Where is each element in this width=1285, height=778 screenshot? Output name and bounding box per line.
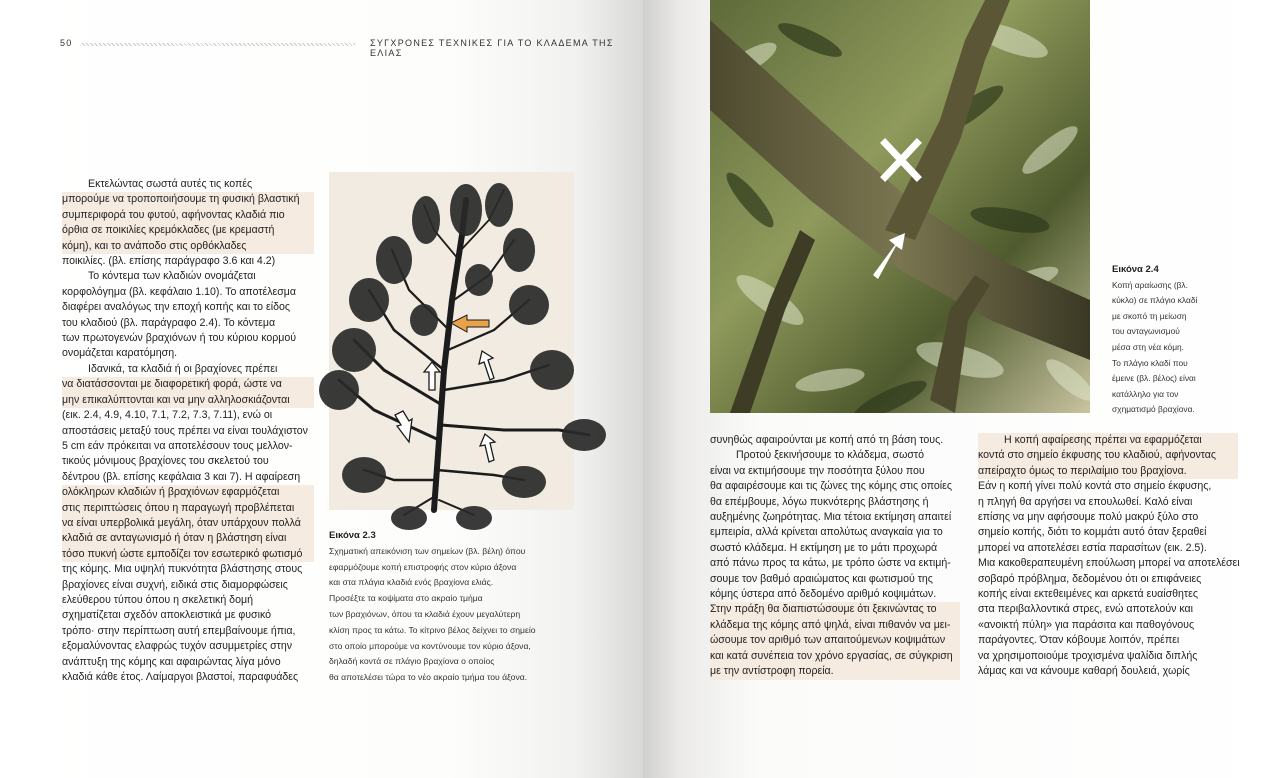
caption-line: Προσέξτε τα κοψίματα στο ακραίο τμήμα	[329, 593, 483, 604]
text-line: Στην πράξη θα διαπιστώσουμε ότι ξεκινώντας το	[710, 602, 960, 617]
text-line: να είναι υπερβολικά μεγάλη, όταν υπάρχουν πολλά	[62, 516, 314, 531]
caption-line: με σκοπό τη μείωση	[1112, 310, 1187, 321]
text-line: ελεύθερου τύπου όπου η σκελετική δομή	[62, 593, 253, 606]
caption-line: του ανταγωνισμού	[1112, 326, 1180, 337]
text-line: σχηματίζεται σχεδόν αποκλειστικά με φυσικό	[62, 609, 271, 622]
text-line: θα επέμβουμε, λόγω πυκνότερης βλάστησης ή	[710, 495, 929, 508]
figure-2-4-photo	[710, 0, 1090, 413]
text-line: ονομάζεται καρατόμηση.	[62, 347, 178, 360]
text-line: να διατάσσονται με διαφορετική φορά, ώστε να	[62, 377, 314, 392]
text-line: ώσουμε τον αριθμό των απαιτούμενων κοψιμάτων	[710, 633, 960, 648]
caption-line: δηλαδή κοντά σε πλάγιο βραχίονα ο οποίος	[329, 656, 495, 667]
text-line: από πάνω προς τα κάτω, με τρόπο ώστε να εκτιμή-	[710, 557, 951, 570]
text-line: 5 cm εάν πρόκειται να αποτελέσουν τους μελλον-	[62, 439, 293, 452]
text-line: Το κόντεμα των κλαδιών ονομάζεται	[88, 270, 256, 283]
text-line: συνηθώς αφαιρούνται με κοπή από τη βάση τους.	[710, 434, 944, 446]
caption-line: μέσα στη νέα κόμη.	[1112, 341, 1185, 352]
page-number: 50	[60, 38, 73, 48]
text-line: εμπειρία, αλλά κρίνεται απολύτως αναγκαία για το	[710, 526, 943, 539]
caption-line: Το πλάγιο κλαδί που	[1112, 357, 1188, 368]
text-line: κλάδεμα της κόμης από ψηλά, είναι πιθανόν να μει-	[710, 618, 960, 633]
text-line: των πρωτογενών βραχιόνων ή του κύριου κορμού	[62, 332, 297, 345]
orange-arrow-icon	[451, 315, 489, 332]
text-line: ποικιλίες. (βλ. επίσης παράγραφο 3.6 και 4.2)	[62, 255, 276, 268]
text-line: δέντρου (βλ. επίσης κεφάλαια 3 και 7). Η αφαίρεση	[62, 470, 301, 483]
header-rule	[80, 43, 355, 46]
left-text-column	[62, 177, 314, 685]
caption-line: θα αποτελέσει τώρα το νέο ακραίο τμήμα του άξονα.	[329, 672, 528, 683]
text-line: η πληγή θα αργήσει να επουλωθεί. Καλό είναι	[978, 495, 1193, 508]
text-line: σοβαρό πρόβλημα, δεδομένου ότι οι επιφάνειες	[978, 572, 1202, 585]
text-line: στα περιβαλλοντικά στρες, ενώ αποτελούν και	[978, 603, 1194, 616]
text-line: κόμη), και το ανάποδο στις ορθόκλαδες	[62, 239, 314, 254]
text-line: μπορούμε να τροποποιήσουμε τη φυσική βλαστική	[62, 192, 314, 207]
figure-2-3-caption	[329, 528, 589, 686]
text-line: μην επικαλύπτονται και να μην αλληλοσκιάζονται	[62, 393, 314, 408]
text-line: συμπεριφορά του φυτού, αφήνοντας κλαδιά πιο	[62, 208, 314, 223]
text-line: κοπής είναι εκτεθειμένες και αρκετά ευαίσθητες	[978, 588, 1198, 601]
running-title: ΣΥΓΧΡΟΝΕΣ ΤΕΧΝΙΚΕΣ ΓΙΑ ΤΟ ΚΛΑΔΕΜΑ ΤΗΣ ΕΛΙΑΣ	[370, 38, 614, 58]
olive-branch-photo	[710, 0, 1090, 413]
text-line: Ιδανικά, τα κλαδιά ή οι βραχίονες πρέπει	[88, 362, 278, 375]
text-line: αυξημένης ζωηρότητας. Μια τέτοια εκτίμηση απαιτεί	[710, 511, 952, 524]
figure-2-4-title: Εικόνα 2.4	[1112, 264, 1159, 275]
text-line: Προτού ξεκινήσουμε το κλάδεμα, σωστό	[736, 449, 924, 462]
caption-line: σχηματισμό βραχίονα.	[1112, 404, 1195, 415]
text-line: τόσο πυκνή ώστε εμποδίζει τον εσωτερικό φωτισμό	[62, 547, 314, 562]
text-line: με την αντίστροφη πορεία.	[710, 664, 960, 679]
text-line: Εκτελώντας σωστά αυτές τις κοπές	[88, 178, 253, 190]
tree-illustration	[314, 180, 614, 530]
text-line: της κόμης. Μια υψηλή πυκνότητα βλάστησης στους	[62, 563, 303, 576]
text-line: ολόκληρων κλαδιών ή βραχιόνων εφαρμόζεται	[62, 485, 314, 500]
figure-2-3-title: Εικόνα 2.3	[329, 530, 376, 541]
caption-line: κλίση προς τα κάτω. Το κίτρινο βέλος δείχνει το σημείο	[329, 624, 536, 635]
text-line: να χρησιμοποιούμε τροχισμένα ψαλίδια διπλής	[978, 649, 1198, 662]
text-line: όρθια σε ποικιλίες κρεμόκλαδες (με κρεμαστή	[62, 223, 314, 238]
text-line: είναι να εκτιμήσουμε την ποσότητα ξύλου που	[710, 464, 925, 477]
text-line: Μια κακοθεραπευμένη επούλωση μπορεί να αποτελέσει	[978, 557, 1240, 570]
text-line: σουμε τον βαθμό αραιώματος και φωτισμού της	[710, 572, 933, 585]
figure-2-4-caption	[1112, 262, 1242, 418]
text-line: βραχίονες είναι συχνή, ειδικά στις διαμορφώσεις	[62, 578, 288, 591]
text-line: θα αφαιρέσουμε και τις ζώνες της κόμης στις οποίες	[710, 480, 952, 493]
text-line: παράγοντες. Όταν κόβουμε λοιπόν, πρέπει	[978, 634, 1180, 647]
right-text-column	[978, 433, 1238, 680]
text-line: κοντά στο σημείο έκφυσης του κλαδιού, αφήνοντας	[978, 448, 1238, 463]
text-line: τρόπο· στην περίπτωση αυτή επεμβαίνουμε ήπια,	[62, 624, 296, 637]
text-line: τικούς μόνιμους βραχίονες του σκελετού του	[62, 455, 269, 468]
caption-line: στο οποίο μπορούμε να κοντύνουμε τον κύριο άξονα,	[329, 640, 531, 651]
text-line: σωστό κλάδεμα. Η εκτίμηση με το μάτι προχωρά	[710, 541, 938, 554]
text-line: κλαδιά κάθε έτος. Λαίμαργοι βλαστοί, παραφυάδες	[62, 671, 299, 683]
text-line: κορφολόγημα (βλ. κεφάλαιο 1.10). Το αποτέλεσμα	[62, 285, 297, 298]
caption-line: Σχηματική απεικόνιση των σημείων (βλ. βέλη) όπου	[329, 545, 526, 556]
figure-2-3-illustration	[329, 172, 574, 510]
text-line: «ανοικτή πύλη» για παράσιτα και παθογόνους	[978, 618, 1195, 631]
middle-text-column	[710, 433, 960, 680]
text-line: στις περιπτώσεις όπου η παραγωγή προβλέπεται	[62, 501, 314, 516]
text-line: επίσης να μην αφήσουμε πολύ μακρύ ξύλο στο	[978, 511, 1199, 524]
text-line: σημείο κοπής, διότι το κομμάτι αυτό όταν ξεραθεί	[978, 526, 1207, 539]
text-line: λάμας και να κάνουμε καθαρή δουλειά, χωρίς	[978, 665, 1190, 678]
caption-line: Κοπή αραίωσης (βλ.	[1112, 279, 1188, 290]
caption-line: κατάλληλο για τον	[1112, 388, 1179, 399]
text-line: ανάπτυξη της κόμης και αφαιρώντας λίγα μόνο	[62, 655, 281, 668]
text-line: μπορεί να αποτελέσει εστία παρασίτων (εικ. 2.5).	[978, 541, 1207, 554]
text-line: αποστάσεις μεταξύ τους πρέπει να είναι τουλάχιστον	[62, 424, 308, 437]
caption-line: κύκλο) σε πλάγιο κλαδί	[1112, 295, 1198, 306]
caption-line: εφαρμόζουμε κοπή επιστροφής στον κύριο άξονα	[329, 561, 517, 572]
caption-line: έμεινε (βλ. βέλος) είναι	[1112, 373, 1196, 384]
caption-line: και στα πλάγια κλαδιά ενός βραχίονα ελιάς.	[329, 577, 494, 588]
text-line: εξομαλύνοντας ελαφρώς τυχόν ασυμμετρίες στην	[62, 640, 293, 653]
text-line: κλαδιά σε ανταγωνισμό ή όταν η βλάστηση είναι	[62, 531, 314, 546]
text-line: διαφέρει αναλόγως την εποχή κοπής και το είδος	[62, 301, 290, 314]
text-line: κόμης ύστερα από δεδομένο αριθμό κοψιμάτων.	[710, 588, 937, 601]
caption-line: των βραχιόνων, όπου τα κλαδιά έχουν μεγαλύτερη	[329, 608, 521, 619]
text-line: απείραχτο όμως το περιλαίμιο του βραχίονα.	[978, 464, 1238, 479]
text-line: και κατά συνέπεια τον χρόνο εργασίας, σε σύγκριση	[710, 649, 960, 664]
text-line: (εικ. 2.4, 4.9, 4.10, 7.1, 7.2, 7.3, 7.11), ενώ οι	[62, 409, 273, 422]
text-line: του κλαδιού (βλ. παράγραφο 2.4). Το κόντεμα	[62, 316, 276, 329]
text-line: Εάν η κοπή γίνει πολύ κοντά στο σημείο έκφυσης,	[978, 480, 1212, 493]
text-line: Η κοπή αφαίρεσης πρέπει να εφαρμόζεται	[978, 433, 1238, 448]
